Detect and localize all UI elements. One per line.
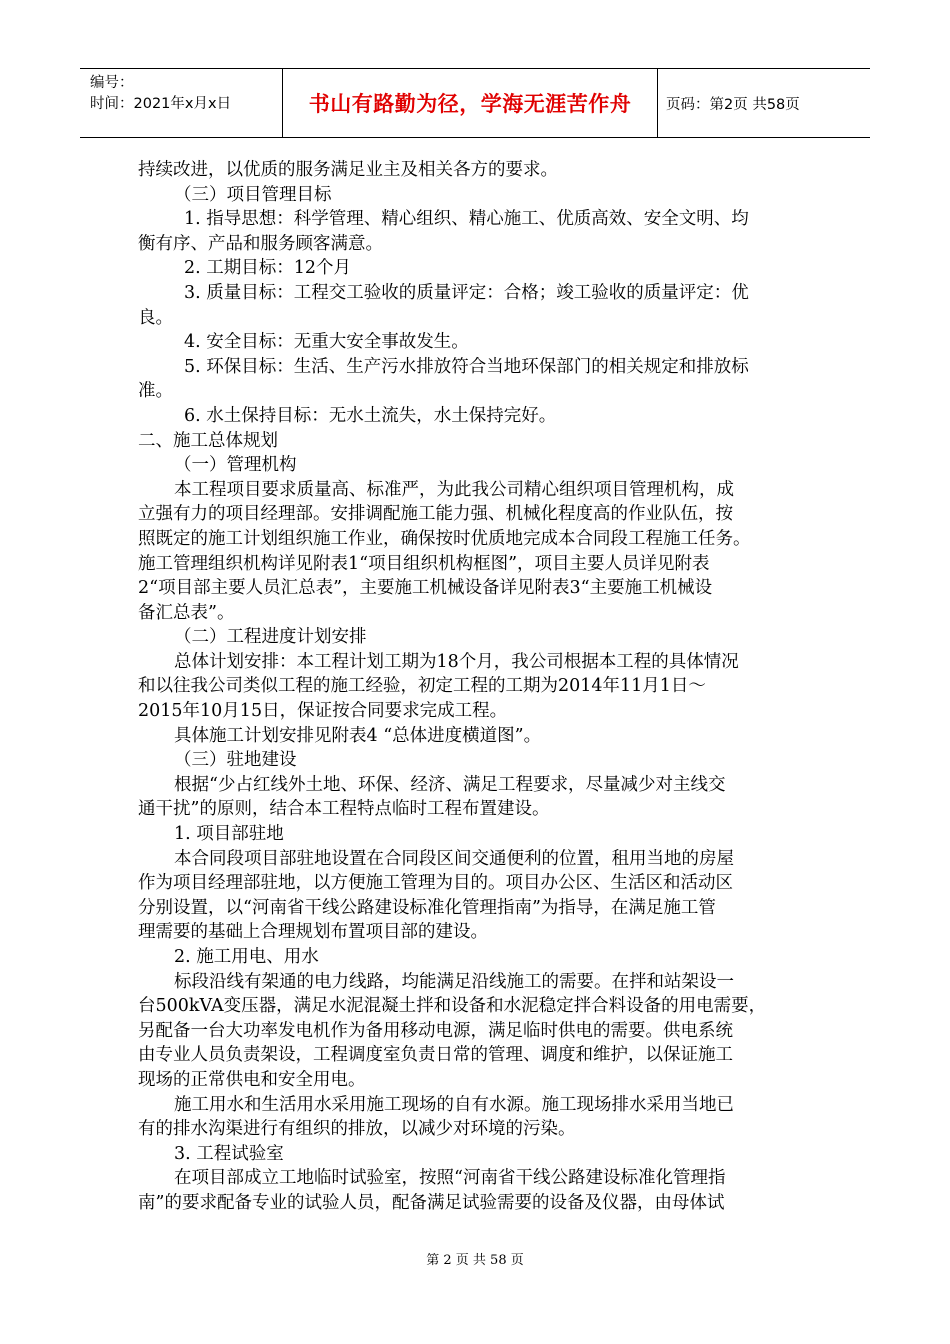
text-line: 总体计划安排：本工程计划工期为18个月，我公司根据本工程的具体情况	[174, 651, 739, 672]
header-motto-cell	[282, 69, 658, 137]
text-line: 2. 工期目标：12个月	[184, 258, 352, 279]
text-line: 施工用水和生活用水采用施工现场的自有水源。施工现场排水采用当地已	[174, 1094, 734, 1115]
text-line: 另配备一台大功率发电机作为备用移动电源，满足临时供电的需要。供电系统	[138, 1020, 733, 1041]
text-line: 5. 环保目标：生活、生产污水排放符合当地环保部门的相关规定和排放标	[184, 356, 749, 377]
text-line: 作为项目经理部驻地，以方便施工管理为目的。项目办公区、生活区和活动区	[138, 873, 733, 894]
text-line: 照既定的施工计划组织施工作业，确保按时优质地完成本合同段工程施工任务。	[138, 528, 751, 549]
text-line: 根据“少占红线外土地、环保、经济、满足工程要求，尽量减少对主线交	[174, 774, 726, 795]
text-line: 具体施工计划安排见附表4 “总体进度横道图”。	[174, 725, 542, 746]
document-body	[138, 158, 810, 1216]
header-page-info: 页码：第2页 共58页	[666, 96, 800, 113]
text-line: 准。	[138, 381, 173, 402]
chapter-heading: 二、施工总体规划	[138, 430, 278, 451]
text-line: 台500kVA变压器，满足水泥混凝土拌和设备和水泥稳定拌合料设备的用电需要，	[138, 996, 767, 1017]
header-time-label: 时间：2021年x月x日	[90, 96, 232, 112]
text-line: 标段沿线有架通的电力线路，均能满足沿线施工的需要。在拌和站架设一	[174, 971, 734, 992]
section-heading: （二）工程进度计划安排	[174, 627, 367, 648]
text-line: 衡有序、产品和服务顾客满意。	[138, 233, 383, 254]
text-line: 理需要的基础上合理规划布置项目部的建设。	[138, 922, 488, 943]
text-line: 分别设置，以“河南省干线公路建设标准化管理指南”为指导，在满足施工管	[138, 897, 716, 918]
text-line: 备汇总表”。	[138, 602, 235, 623]
text-line: 和以往我公司类似工程的施工经验，初定工程的工期为2014年11月1日～	[138, 676, 706, 697]
subsection-heading: 2. 施工用电、用水	[174, 947, 319, 967]
subsection-heading: 1. 项目部驻地	[174, 824, 284, 845]
text-line: 6. 水土保持目标：无水土流失，水土保持完好。	[184, 405, 557, 426]
header-meta	[80, 69, 282, 137]
subsection-heading: 3. 工程试验室	[174, 1143, 284, 1164]
text-line: 立强有力的项目经理部。安排调配施工能力强、机械化程度高的作业队伍，按	[138, 504, 733, 525]
section-heading: （三）驻地建设	[174, 750, 297, 771]
text-line: 1. 指导思想：科学管理、精心组织、精心施工、优质高效、安全文明、均	[184, 209, 749, 230]
page-header	[80, 68, 870, 138]
text-line: 通干扰”的原则，结合本工程特点临时工程布置建设。	[138, 799, 550, 820]
text-line: 由专业人员负责架设，工程调度室负责日常的管理、调度和维护，以保证施工	[138, 1045, 733, 1066]
text-line: 2“项目部主要人员汇总表”，主要施工机械设备详见附表3“主要施工机械设	[138, 578, 713, 599]
header-motto: 书山有路勤为径，学海无涯苦作舟	[308, 92, 632, 116]
text-line: 本工程项目要求质量高、标准严，为此我公司精心组织项目管理机构，成	[174, 479, 734, 500]
text-line: 南”的要求配备专业的试验人员，配备满足试验需要的设备及仪器，由母体试	[138, 1192, 725, 1213]
text-line: 本合同段项目部驻地设置在合同段区间交通便利的位置，租用当地的房屋	[174, 848, 734, 869]
header-page-cell	[658, 69, 870, 137]
header-number-label: 编号：	[90, 75, 134, 91]
text-line: 施工管理组织机构详见附表1“项目组织机构框图”，项目主要人员详见附表	[138, 553, 710, 574]
section-heading: （三）项目管理目标	[174, 184, 332, 205]
text-line: 4. 安全目标：无重大安全事故发生。	[184, 332, 469, 353]
text-line: 持续改进，以优质的服务满足业主及相关各方的要求。	[138, 160, 558, 180]
text-line: 在项目部成立工地临时试验室，按照“河南省干线公路建设标准化管理指	[174, 1168, 726, 1189]
section-heading: （一）管理机构	[174, 455, 297, 476]
text-line: 有的排水沟渠进行有组织的排放，以减少对环境的污染。	[138, 1119, 576, 1140]
text-line: 3. 质量目标：工程交工验收的质量评定：合格；竣工验收的质量评定：优	[184, 282, 749, 303]
text-line: 2015年10月15日，保证按合同要求完成工程。	[138, 701, 508, 722]
text-line: 良。	[138, 307, 173, 328]
page-footer: 第 2 页 共 58 页	[426, 1253, 524, 1268]
text-line: 现场的正常供电和安全用电。	[138, 1069, 366, 1090]
